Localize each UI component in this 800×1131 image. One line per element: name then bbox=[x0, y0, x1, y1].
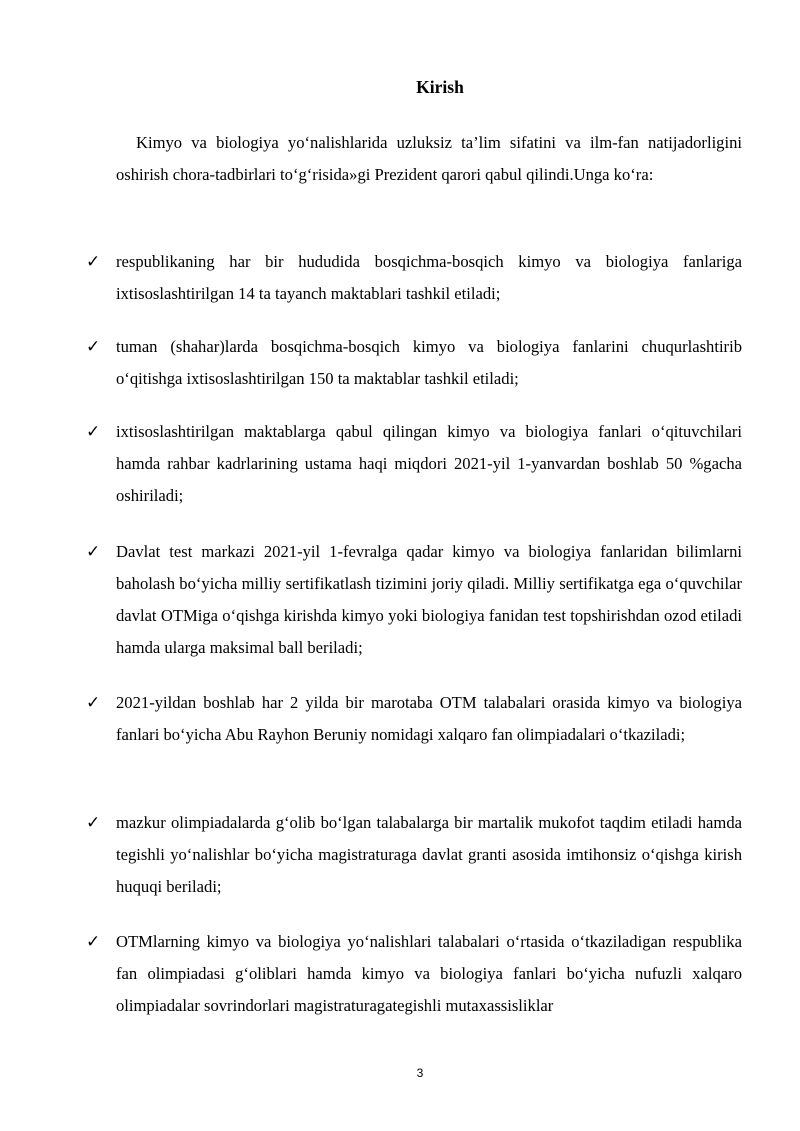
check-icon: ✓ bbox=[86, 337, 101, 357]
list-item: respublikaning har bir hududida bosqichma-bosqich kimyo va biologiya fanlariga ixtisoslashtirilgan 14 ta tayanch maktablari tashkil etiladi; bbox=[116, 252, 742, 303]
list-item: Davlat test markazi 2021-yil 1-fevralga qadar kimyo va biologiya fanlaridan bilimlarni baholash bo‘yicha milliy sertifikatlash tizimini joriy qiladi. Milliy sertifikatga ega o‘quvchilar davlat OTMiga o‘qishga kirishda kimyo yoki biologiya fanidan test topshirishdan ozod etiladi hamda ularga maksimal ball beriladi; bbox=[116, 542, 742, 657]
check-icon: ✓ bbox=[86, 542, 101, 562]
intro-text: Kimyo va biologiya yo‘nalishlarida uzluksiz ta’lim sifatini va ilm-fan natijadorligini oshirish chora-tadbirlari to‘g‘risida»gi Prezident qarori qabul qilindi.Unga ko‘ra: bbox=[116, 133, 742, 184]
list-item: 2021-yildan boshlab har 2 yilda bir marotaba OTM talabalari orasida kimyo va biologiya fanlari bo‘yicha Abu Rayhon Beruniy nomidagi xalqaro fan olimpiadalari o‘tkaziladi; bbox=[116, 693, 742, 744]
check-icon: ✓ bbox=[86, 932, 101, 952]
page-number: 3 bbox=[416, 1066, 424, 1080]
page-title: Kirish bbox=[416, 77, 464, 97]
check-icon: ✓ bbox=[86, 422, 101, 442]
list-item: ixtisoslashtirilgan maktablarga qabul qilingan kimyo va biologiya fanlari o‘qituvchilari hamda rahbar kadrlarining ustama haqi miqdori 2021-yil 1-yanvardan boshlab 50 %gacha oshiriladi; bbox=[116, 422, 742, 505]
list-item: tuman (shahar)larda bosqichma-bosqich kimyo va biologiya fanlarini chuqurlashtirib o‘qitishga ixtisoslashtirilgan 150 ta maktablar tashkil etiladi; bbox=[116, 337, 742, 388]
check-icon: ✓ bbox=[86, 813, 101, 833]
list-item: OTMlarning kimyo va biologiya yo‘nalishlari talabalari o‘rtasida o‘tkaziladigan respublika fan olimpiadasi g‘oliblari hamda kimyo va biologiya fanlari bo‘yicha nufuzli xalqaro olimpiadalar sovrindorlari magistraturagategishli mutaxassisliklar bbox=[116, 932, 742, 1015]
check-icon: ✓ bbox=[86, 252, 101, 272]
check-icon: ✓ bbox=[86, 693, 101, 713]
list-item: mazkur olimpiadalarda g‘olib bo‘lgan talabalarga bir martalik mukofot taqdim etiladi hamda tegishli yo‘nalishlar bo‘yicha magistraturaga davlat granti asosida imtihonsiz o‘qishga kirish huquqi beriladi; bbox=[116, 813, 742, 896]
intro-paragraph bbox=[116, 127, 742, 191]
